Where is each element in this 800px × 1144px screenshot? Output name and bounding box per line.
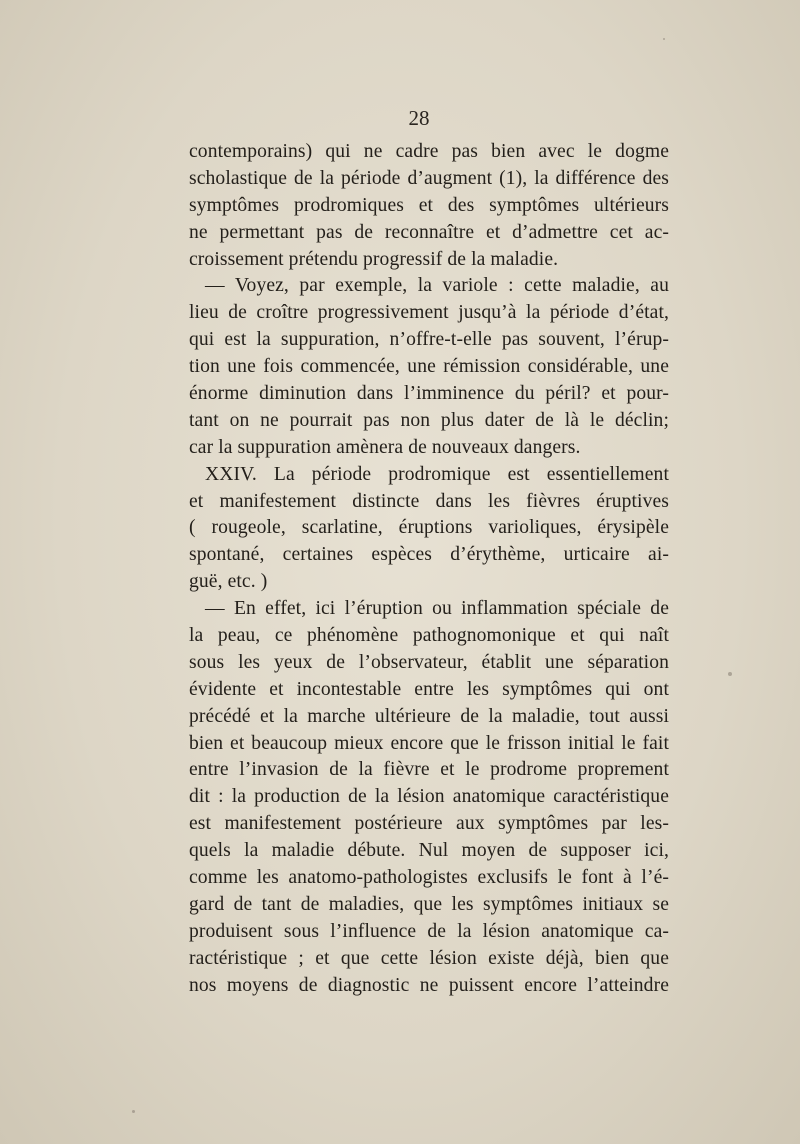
text-line: et manifestement distincte dans les fièvres éruptives	[189, 490, 669, 512]
text-line: précédé et la marche ultérieure de la maladie, tout aussi	[189, 705, 669, 727]
page-number: 28	[408, 106, 430, 130]
text-line: sous les yeux de l’observateur, établit une séparation	[189, 651, 669, 673]
text-line: spontané, certaines espèces d’érythème, urticaire ai-	[189, 544, 669, 566]
text-line: — En effet, ici l’éruption ou inflammation spéciale de	[205, 598, 669, 620]
text-line: évidente et incontestable entre les symptômes qui ont	[189, 678, 669, 700]
paper-speck	[728, 672, 732, 676]
text-line: produisent sous l’influence de la lésion anatomique ca-	[189, 920, 669, 942]
text-line: est manifestement postérieure aux symptômes par les-	[189, 813, 669, 835]
text-line: comme les anatomo-pathologistes exclusifs le font à l’é-	[189, 867, 669, 889]
text-line: énorme diminution dans l’imminence du péril? et pour-	[189, 383, 669, 405]
text-line: — Voyez, par exemple, la variole : cette maladie, au	[205, 275, 669, 297]
text-line: bien et beaucoup mieux encore que le frisson initial le fait	[189, 732, 669, 754]
text-line: gard de tant de maladies, que les symptômes initiaux se	[189, 893, 669, 915]
text-line: dit : la production de la lésion anatomique caractéristique	[189, 786, 669, 808]
text-line: entre l’invasion de la fièvre et le prodrome proprement	[189, 759, 669, 781]
text-line: tant on ne pourrait pas non plus dater de là le déclin;	[189, 409, 669, 431]
text-line: scholastique de la période d’augment (1), la différence des	[189, 167, 669, 189]
text-line: tion une fois commencée, une rémission considérable, une	[189, 356, 669, 378]
text-line: quels la maladie débute. Nul moyen de supposer ici,	[189, 840, 669, 862]
text-line: ( rougeole, scarlatine, éruptions varioliques, érysipèle	[189, 517, 669, 539]
text-line: lieu de croître progressivement jusqu’à la période d’état,	[189, 302, 669, 324]
body-text	[189, 139, 669, 1000]
text-line: XXIV. La période prodromique est essentiellement	[205, 463, 669, 485]
text-line: qui est la suppuration, n’offre-t-elle pas souvent, l’érup-	[189, 329, 669, 351]
paper-speck	[663, 38, 665, 40]
text-line: ne permettant pas de reconnaître et d’admettre cet ac-	[189, 221, 669, 243]
text-line: guë, etc. )	[189, 571, 268, 593]
text-line: la peau, ce phénomène pathognomonique et qui naît	[189, 625, 669, 647]
text-line: contemporains) qui ne cadre pas bien avec le dogme	[189, 141, 669, 162]
text-line: car la suppuration amènera de nouveaux dangers.	[189, 436, 581, 458]
text-line: croissement prétendu progressif de la maladie.	[189, 248, 559, 270]
text-line: symptômes prodromiques et des symptômes ultérieurs	[189, 194, 669, 216]
text-line: nos moyens de diagnostic ne puissent encore l’atteindre	[189, 974, 669, 996]
text-line: ractéristique ; et que cette lésion existe déjà, bien que	[189, 947, 669, 969]
paper-speck	[132, 1110, 135, 1113]
